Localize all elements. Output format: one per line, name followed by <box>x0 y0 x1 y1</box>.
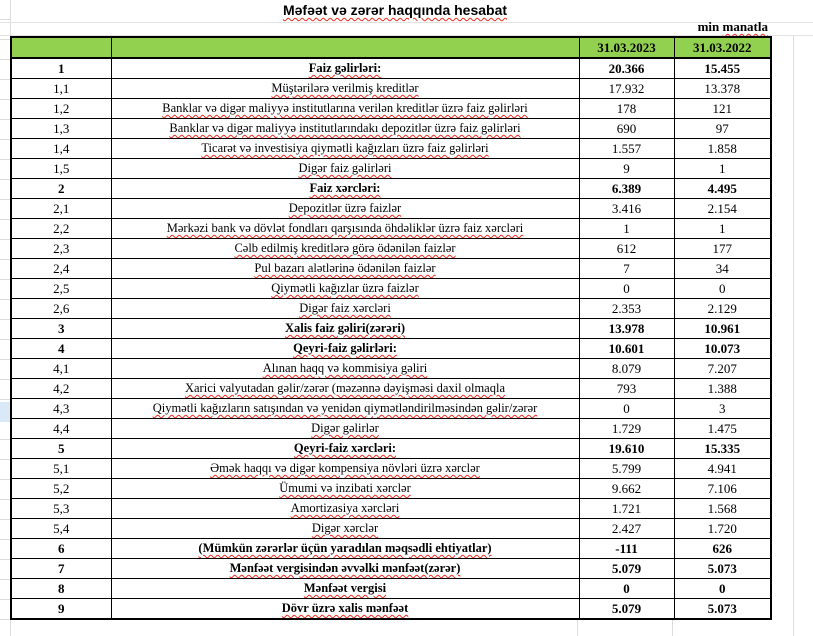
row-number-cell[interactable]: 2,2 <box>11 219 111 239</box>
row-label-cell[interactable] <box>111 239 579 259</box>
row-number-cell[interactable]: 5 <box>11 439 111 459</box>
row-number-cell[interactable]: 7 <box>11 559 111 579</box>
value-2022-cell[interactable]: 4.495 <box>674 179 771 199</box>
value-2023-cell[interactable]: 13.978 <box>579 319 674 339</box>
value-2023-cell[interactable]: 8.079 <box>579 359 674 379</box>
table-row <box>11 99 771 119</box>
row-label-text: Faiz gəlirləri: <box>308 61 382 75</box>
table-row <box>11 539 771 559</box>
value-2023-cell[interactable]: 5.799 <box>579 459 674 479</box>
row-label-text: Depozitlər üzrə faizlər <box>288 201 402 215</box>
row-label-cell[interactable] <box>111 379 579 399</box>
table-row <box>11 319 771 339</box>
row-label-text: Dövr üzrə xalis mənfəət <box>281 601 409 615</box>
row-number-cell[interactable]: 5,3 <box>11 499 111 519</box>
value-2023-cell[interactable]: 5.079 <box>579 559 674 579</box>
row-label-cell[interactable] <box>111 599 579 620</box>
value-2022-cell[interactable]: 0 <box>674 579 771 599</box>
value-2023-cell[interactable]: 6.389 <box>579 179 674 199</box>
value-2023-cell[interactable]: 10.601 <box>579 339 674 359</box>
value-2023-cell[interactable]: 1 <box>579 219 674 239</box>
table-row <box>11 239 771 259</box>
row-number-cell[interactable]: 6 <box>11 539 111 559</box>
value-2023-cell[interactable]: 0 <box>579 399 674 419</box>
value-2022-cell[interactable]: 13.378 <box>674 79 771 99</box>
row-label-cell[interactable] <box>111 559 579 579</box>
gutter-highlight <box>0 402 10 422</box>
row-label-text: Əmək haqqı və digər kompensiya növləri üzrə xərclər <box>210 461 480 475</box>
table-row <box>11 58 771 79</box>
row-label-text: Qeyri-faiz xərcləri: <box>293 441 397 455</box>
value-2022-cell[interactable]: 10.961 <box>674 319 771 339</box>
report-title <box>0 2 790 18</box>
table-row <box>11 139 771 159</box>
value-2022-cell[interactable]: 0 <box>674 279 771 299</box>
row-label-cell[interactable] <box>111 539 579 559</box>
value-2022-cell[interactable]: 15.335 <box>674 439 771 459</box>
row-label-text: Banklar və digər maliyyə institutlarına verilən kreditlər üzrə faiz gəlirləri <box>162 101 528 115</box>
row-label-text: Faiz xərcləri: <box>309 181 381 195</box>
value-2023-cell[interactable]: 19.610 <box>579 439 674 459</box>
row-label-cell[interactable] <box>111 499 579 519</box>
header-cell-description[interactable] <box>111 37 579 58</box>
value-2023-cell[interactable]: 690 <box>579 119 674 139</box>
value-2023-cell[interactable]: 793 <box>579 379 674 399</box>
value-2022-cell[interactable]: 1.568 <box>674 499 771 519</box>
row-label-text: Alınan haqq və kommisiya gəliri <box>262 361 428 375</box>
row-label-text: Ticarət və investisiya qiymətli kağızları üzrə faiz gəlirləri <box>201 141 489 155</box>
row-number-cell[interactable]: 2 <box>11 179 111 199</box>
row-number-cell[interactable]: 9 <box>11 599 111 620</box>
row-label-text: Digər xərclər <box>311 521 379 535</box>
row-label-text: Qiymətli kağızlar üzrə faizlər <box>271 281 419 295</box>
row-label-text: Banklar və digər maliyyə institutlarındakı depozitlər üzrə faiz gəlirləri <box>169 121 521 135</box>
row-label-cell[interactable] <box>111 259 579 279</box>
row-label-text: Ümumi və inzibati xərclər <box>279 481 411 495</box>
value-2022-cell[interactable]: 1.388 <box>674 379 771 399</box>
value-2023-cell[interactable]: 2.353 <box>579 299 674 319</box>
gridline-vertical <box>672 618 673 636</box>
value-2023-cell[interactable]: 0 <box>579 579 674 599</box>
row-label-text: (Mümkün zərərlər üçün yaradılan məqsədli ehtiyatlar) <box>198 541 492 555</box>
gridline-vertical <box>793 36 794 636</box>
table-row <box>11 459 771 479</box>
table-row <box>11 219 771 239</box>
row-label-cell[interactable] <box>111 439 579 459</box>
row-number-cell[interactable]: 1,4 <box>11 139 111 159</box>
row-number-cell[interactable]: 2,4 <box>11 259 111 279</box>
row-label-cell[interactable] <box>111 339 579 359</box>
value-2022-cell[interactable]: 121 <box>674 99 771 119</box>
value-2023-cell[interactable]: -111 <box>579 539 674 559</box>
row-label-text: Xarici valyutadan gəlir/zərər (məzənnə dəyişməsi daxil olmaqla <box>184 381 505 395</box>
row-label-text: Qeyri-faiz gəlirləri: <box>293 341 397 355</box>
row-label-cell[interactable] <box>111 99 579 119</box>
table-row <box>11 599 771 620</box>
value-2023-cell[interactable]: 1.557 <box>579 139 674 159</box>
value-2023-cell[interactable]: 9 <box>579 159 674 179</box>
row-label-text: Mənfəət vergisi <box>303 581 387 595</box>
value-2022-cell[interactable]: 626 <box>674 539 771 559</box>
value-2022-cell[interactable]: 3 <box>674 399 771 419</box>
row-number-cell[interactable]: 1,3 <box>11 119 111 139</box>
row-number-cell[interactable]: 5,1 <box>11 459 111 479</box>
value-2022-cell[interactable]: 177 <box>674 239 771 259</box>
unit-note-word: manatla <box>722 19 768 34</box>
table-row <box>11 259 771 279</box>
table-row <box>11 399 771 419</box>
row-label-text: Mərkəzi bank və dövlət fondları qarşısında öhdəliklər üzrə faiz xərcləri <box>166 221 524 235</box>
header-cell-row-no[interactable] <box>11 37 111 58</box>
value-2023-cell[interactable]: 612 <box>579 239 674 259</box>
row-number-cell[interactable]: 4,1 <box>11 359 111 379</box>
value-2022-cell[interactable]: 5.073 <box>674 559 771 579</box>
header-cell-date-2022[interactable]: 31.03.2022 <box>674 37 771 58</box>
value-2023-cell[interactable]: 0 <box>579 279 674 299</box>
value-2022-cell[interactable]: 1.720 <box>674 519 771 539</box>
row-label-text: Xalis faiz gəliri(zərəri) <box>284 321 406 335</box>
row-label-cell[interactable] <box>111 119 579 139</box>
row-number-cell[interactable]: 2,5 <box>11 279 111 299</box>
row-label-cell[interactable] <box>111 179 579 199</box>
value-2022-cell[interactable]: 97 <box>674 119 771 139</box>
table-row <box>11 199 771 219</box>
table-row <box>11 339 771 359</box>
value-2022-cell[interactable]: 15.455 <box>674 58 771 79</box>
row-number-cell[interactable]: 1,5 <box>11 159 111 179</box>
row-number-cell[interactable]: 2,6 <box>11 299 111 319</box>
value-2022-cell[interactable]: 10.073 <box>674 339 771 359</box>
value-2022-cell[interactable]: 1.858 <box>674 139 771 159</box>
row-label-cell[interactable] <box>111 58 579 79</box>
table-row <box>11 479 771 499</box>
row-label-cell[interactable] <box>111 579 579 599</box>
value-2022-cell[interactable]: 1.475 <box>674 419 771 439</box>
row-label-cell[interactable] <box>111 159 579 179</box>
row-number-cell[interactable]: 2,1 <box>11 199 111 219</box>
row-label-text: Digər faiz xərcləri <box>299 301 391 315</box>
value-2023-cell[interactable]: 1.729 <box>579 419 674 439</box>
table-row <box>11 159 771 179</box>
value-2023-cell[interactable]: 3.416 <box>579 199 674 219</box>
header-cell-date-2023[interactable]: 31.03.2023 <box>579 37 674 58</box>
row-label-cell[interactable] <box>111 199 579 219</box>
row-number-cell[interactable]: 1,2 <box>11 99 111 119</box>
value-2022-cell[interactable]: 34 <box>674 259 771 279</box>
row-label-cell[interactable] <box>111 479 579 499</box>
value-2023-cell[interactable]: 7 <box>579 259 674 279</box>
table-row <box>11 419 771 439</box>
row-number-cell[interactable]: 5,4 <box>11 519 111 539</box>
row-label-cell[interactable] <box>111 219 579 239</box>
value-2022-cell[interactable]: 2.129 <box>674 299 771 319</box>
row-number-cell[interactable]: 4,3 <box>11 399 111 419</box>
value-2023-cell[interactable]: 9.662 <box>579 479 674 499</box>
row-label-cell[interactable] <box>111 319 579 339</box>
row-label-cell[interactable] <box>111 359 579 379</box>
unit-note <box>698 19 768 35</box>
value-2023-cell[interactable]: 1.721 <box>579 499 674 519</box>
table-row <box>11 559 771 579</box>
row-number-cell[interactable]: 4,4 <box>11 419 111 439</box>
value-2023-cell[interactable]: 20.366 <box>579 58 674 79</box>
table-row <box>11 579 771 599</box>
table-row <box>11 439 771 459</box>
value-2023-cell[interactable]: 178 <box>579 99 674 119</box>
row-label-text: Amortizasiya xərcləri <box>290 501 400 515</box>
unit-note-prefix: min <box>697 19 723 34</box>
row-label-cell[interactable] <box>111 139 579 159</box>
table-row <box>11 119 771 139</box>
table-row <box>11 179 771 199</box>
value-2022-cell[interactable]: 7.106 <box>674 479 771 499</box>
value-2022-cell[interactable]: 1 <box>674 219 771 239</box>
row-number-cell[interactable]: 8 <box>11 579 111 599</box>
row-number-cell[interactable]: 3 <box>11 319 111 339</box>
table-row <box>11 79 771 99</box>
gridline-vertical <box>577 618 578 636</box>
row-label-cell[interactable] <box>111 399 579 419</box>
row-label-text: Qiymətli kağızların satışından və yenidən qiymətləndirilməsindən gəlir/zərər <box>152 401 538 415</box>
table-row <box>11 279 771 299</box>
value-2022-cell[interactable]: 5.073 <box>674 599 771 620</box>
report-title-text: Məfəət və zərər haqqında hesabat <box>282 2 508 18</box>
table-row <box>11 519 771 539</box>
row-number-cell[interactable]: 1,1 <box>11 79 111 99</box>
row-number-cell[interactable]: 2,3 <box>11 239 111 259</box>
row-label-cell[interactable] <box>111 299 579 319</box>
table-row <box>11 359 771 379</box>
row-label-text: Cəlb edilmiş kreditlərə görə ödənilən faizlər <box>234 241 456 255</box>
value-2023-cell[interactable]: 17.932 <box>579 79 674 99</box>
value-2022-cell[interactable]: 2.154 <box>674 199 771 219</box>
row-label-text: Müştərilərə verilmiş kreditlər <box>271 81 419 95</box>
value-2022-cell[interactable]: 1 <box>674 159 771 179</box>
profit-loss-table <box>10 36 772 620</box>
row-label-text: Pul bazarı alətlərinə ödənilən faizlər <box>254 261 436 275</box>
table-row <box>11 299 771 319</box>
value-2023-cell[interactable]: 5.079 <box>579 599 674 620</box>
value-2022-cell[interactable]: 4.941 <box>674 459 771 479</box>
row-label-cell[interactable] <box>111 419 579 439</box>
header-row <box>11 37 771 58</box>
table-row <box>11 379 771 399</box>
row-label-text: Mənfəət vergisindən əvvəlki mənfəət(zərər) <box>229 561 461 575</box>
row-number-cell[interactable]: 4 <box>11 339 111 359</box>
row-label-cell[interactable] <box>111 279 579 299</box>
value-2022-cell[interactable]: 7.207 <box>674 359 771 379</box>
row-label-text: Digər gəlirlər <box>311 421 379 435</box>
row-label-text: Digər faiz gəlirləri <box>298 161 392 175</box>
row-label-cell[interactable] <box>111 79 579 99</box>
table-row <box>11 499 771 519</box>
row-label-cell[interactable] <box>111 459 579 479</box>
row-label-cell[interactable] <box>111 519 579 539</box>
row-number-cell[interactable]: 4,2 <box>11 379 111 399</box>
row-number-cell[interactable]: 5,2 <box>11 479 111 499</box>
gridline-horizontal <box>0 22 813 23</box>
value-2023-cell[interactable]: 2.427 <box>579 519 674 539</box>
row-number-cell[interactable]: 1 <box>11 58 111 79</box>
